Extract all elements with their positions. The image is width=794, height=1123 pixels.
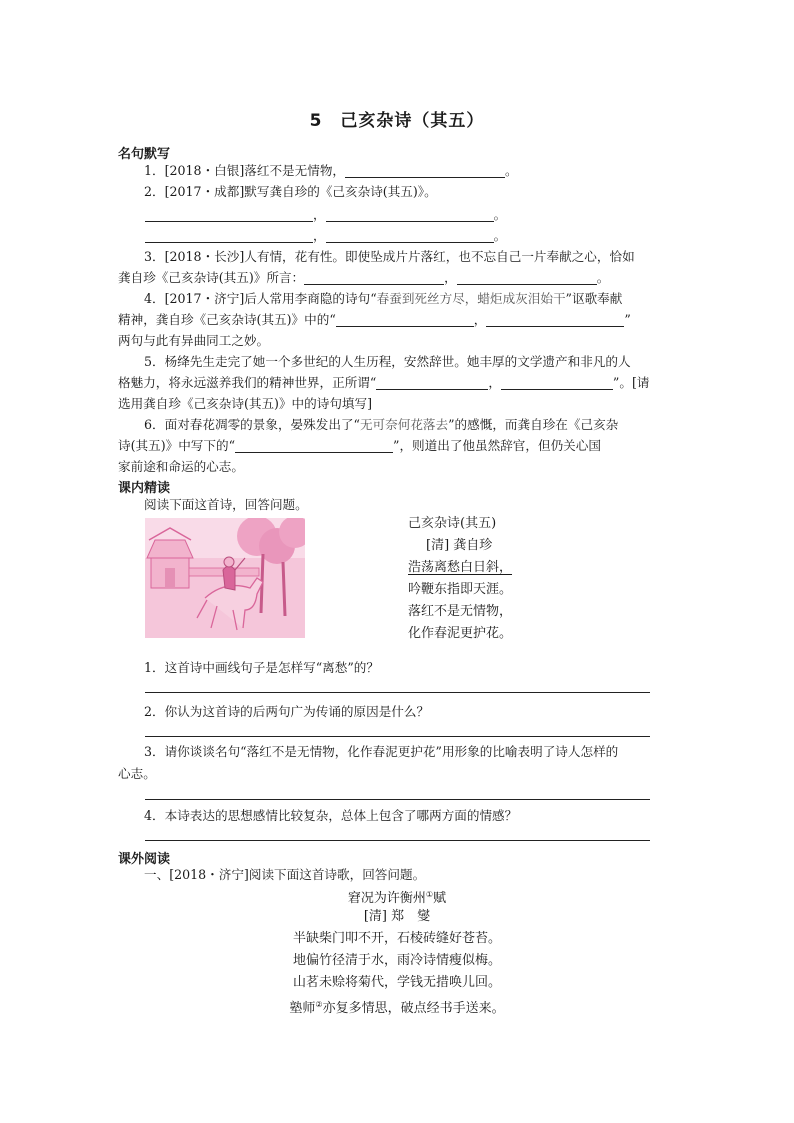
answer-blank[interactable] xyxy=(304,270,444,285)
reading-question-3-line-2: 心志。 xyxy=(118,766,156,781)
reading-question-4: 4．本诗表达的思想感情比较复杂，总体上包含了哪两方面的情感？ xyxy=(144,808,518,823)
question-5-line-2: 格魅力，将永远滋养我们的精神世界，正所谓“ ， ”。[请 xyxy=(118,375,650,390)
answer-blank[interactable] xyxy=(501,375,613,390)
poem-title: 己亥杂诗(其五) xyxy=(408,516,497,531)
question-6-line-3: 家前途和命运的心志。 xyxy=(118,459,244,474)
section-heading-extra-reading: 课外阅读 xyxy=(118,852,171,867)
question-3-line-1: 3．[2018・长沙]人有情，花有性。即使坠成片片落红，也不忘自己一片奉献之心，恰如 xyxy=(144,249,635,264)
extra-poem-line: 半缺柴门叩不开，石棱砖缝好苍苔。 xyxy=(292,931,501,946)
footnote-marker: ② xyxy=(315,1000,323,1009)
poem-line: 化作春泥更护花。 xyxy=(408,626,513,641)
answer-blank[interactable] xyxy=(326,228,494,243)
answer-blank[interactable] xyxy=(145,207,313,222)
question-6-line-2: 诗(其五)》中写下的“ ”，则道出了他虽然辞官，但仍关心国 xyxy=(118,438,601,453)
poem-line: 落红不是无情物， xyxy=(408,604,513,619)
answer-blank[interactable] xyxy=(457,270,597,285)
question-2-blanks-2: ， 。 xyxy=(145,225,705,246)
answer-blank[interactable] xyxy=(145,228,313,243)
answer-blank[interactable] xyxy=(376,375,488,390)
question-4-line-1: 4．[2017・济宁]后人常用李商隐的诗句“春蚕到死丝方尽，蜡炬成灰泪始干”讴歌奉献 xyxy=(144,291,623,306)
poem-author: [清] 龚自珍 xyxy=(426,538,493,553)
extra-poem-line: 山茗未赊将菊代，学钱无措唤儿回。 xyxy=(292,975,501,990)
section-heading-recitation: 名句默写 xyxy=(118,147,171,162)
question-4-line-2: 精神，龚自珍《己亥杂诗(其五)》中的“ ， ” xyxy=(118,312,631,327)
answer-line[interactable] xyxy=(145,799,650,800)
footnote-marker: ① xyxy=(425,890,434,899)
extra-reading-intro: 一、[2018・济宁]阅读下面这首诗歌，回答问题。 xyxy=(144,867,426,882)
reading-question-1: 1．这首诗中画线句子是怎样写“离愁”的？ xyxy=(144,660,379,675)
reading-intro: 阅读下面这首诗，回答问题。 xyxy=(144,497,308,512)
extra-poem-line: 地偏竹径清于水，雨冷诗情瘦似梅。 xyxy=(292,953,501,968)
poem-line-underlined: 浩荡离愁白日斜， xyxy=(408,560,513,575)
reading-question-2: 2．你认为这首诗的后两句广为传诵的原因是什么？ xyxy=(144,704,430,719)
question-3-line-2: 龚自珍《己亥杂诗(其五)》所言： ， 。 xyxy=(118,270,610,285)
answer-line[interactable] xyxy=(145,736,650,737)
answer-blank[interactable] xyxy=(345,163,505,178)
answer-blank[interactable] xyxy=(486,312,624,327)
answer-blank[interactable] xyxy=(235,438,393,453)
extra-poem-title: 窘况为许衡州①赋 xyxy=(347,890,447,906)
question-5-line-3: 选用龚自珍《己亥杂诗(其五)》中的诗句填写] xyxy=(118,396,373,411)
section-heading-close-reading: 课内精读 xyxy=(118,481,171,496)
question-1: 1．[2018・白银]落红不是无情物， 。 xyxy=(144,163,518,178)
extra-poem-author: [清] 郑 燮 xyxy=(363,909,431,924)
question-2: 2．[2017・成都]默写龚自珍的《己亥杂诗(其五)》。 xyxy=(144,184,437,199)
answer-blank[interactable] xyxy=(336,312,474,327)
question-5-line-1: 5．杨绛先生走完了她一个多世纪的人生历程，安然辞世。她丰厚的文学遗产和非凡的人 xyxy=(144,354,631,369)
page-title: 5 己亥杂诗（其五） xyxy=(309,111,485,131)
answer-line[interactable] xyxy=(145,692,650,693)
question-4-line-3: 两句与此有异曲同工之妙。 xyxy=(118,333,270,348)
poet-on-horse-illustration xyxy=(145,518,305,638)
poem-block xyxy=(408,513,512,645)
poem-line: 吟鞭东指即天涯。 xyxy=(408,582,513,597)
question-2-blanks-1: ， 。 xyxy=(145,204,705,225)
question-6-line-1: 6．面对春花凋零的景象，晏殊发出了“无可奈何花落去”的感慨，而龚自珍在《己亥杂 xyxy=(144,417,619,432)
answer-blank[interactable] xyxy=(326,207,494,222)
answer-line[interactable] xyxy=(145,840,650,841)
reading-question-3-line-1: 3．请你谈谈名句“落红不是无情物，化作春泥更护花”用形象的比喻表明了诗人怎样的 xyxy=(144,744,619,759)
extra-poem-line: 塾师②亦复多情思，破点经书手送来。 xyxy=(289,1000,505,1016)
